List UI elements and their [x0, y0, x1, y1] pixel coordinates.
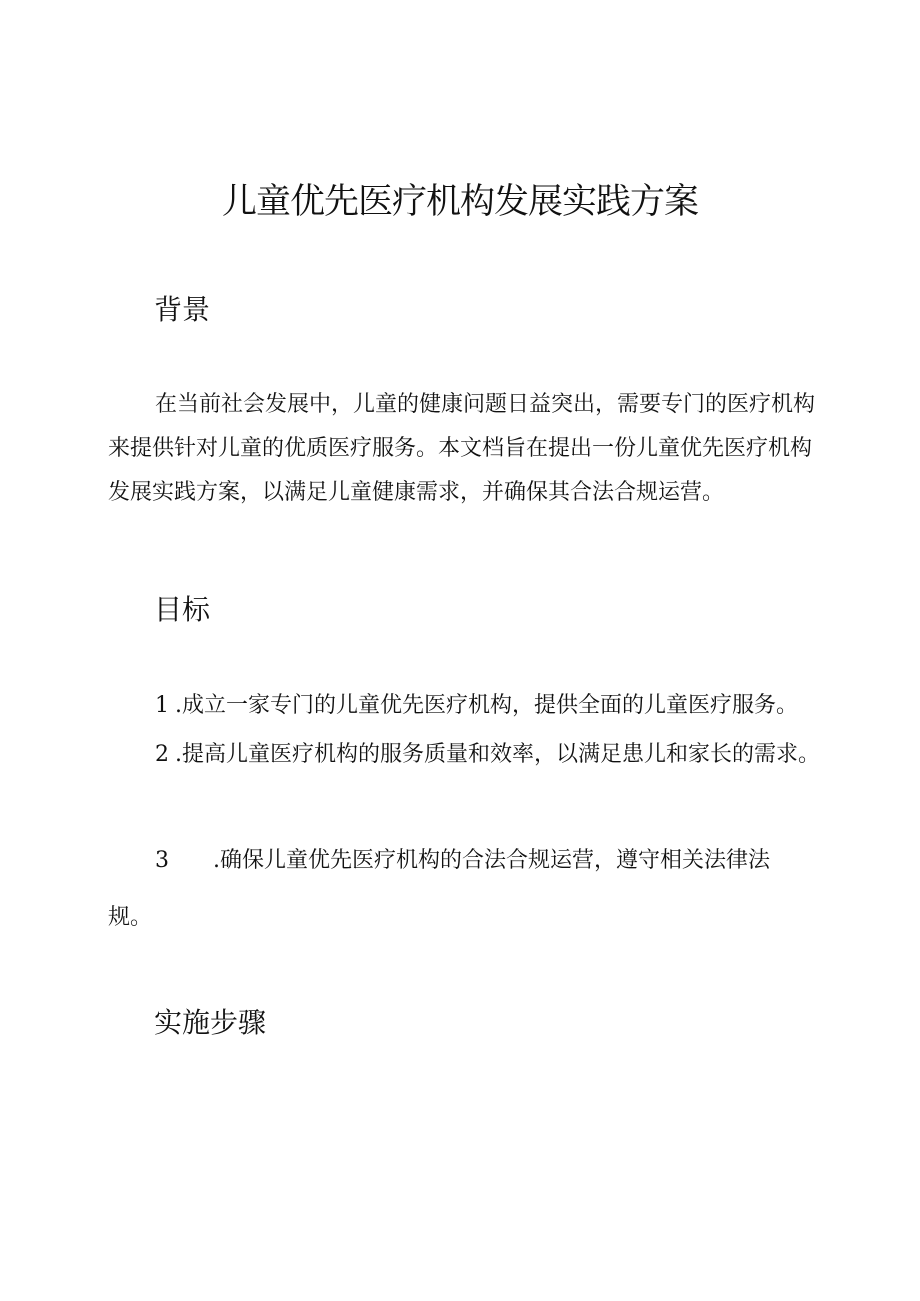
background-paragraph: 在当前社会发展中，儿童的健康问题日益突出，需要专门的医疗机构来提供针对儿童的优质医疗服务。本文档旨在提出一份儿童优先医疗机构发展实践方案，以满足儿童健康需求，并确保其合法合规运营。 — [108, 392, 816, 505]
section-heading-goals: 目标 — [154, 593, 211, 626]
document-title: 儿童优先医疗机构发展实践方案 — [221, 182, 698, 222]
goal-item-number: 1 — [155, 693, 169, 718]
goal-item-3 — [108, 832, 808, 946]
goal-item-2 — [108, 726, 843, 783]
goal-item-text: .成立一家专门的儿童优先医疗机构，提供全面的儿童医疗服务。 — [175, 693, 798, 718]
goal-item-text: .确保儿童优先医疗机构的合法合规运营，遵守相关法律法规。 — [108, 848, 770, 930]
section-heading-steps: 实施步骤 — [154, 1006, 267, 1039]
goal-item-number: 2 — [155, 742, 169, 767]
goal-item-text: .提高儿童医疗机构的服务质量和效率，以满足患儿和家长的需求。 — [175, 742, 820, 767]
goal-item-number: 3 — [155, 848, 169, 873]
section-heading-background: 背景 — [154, 293, 211, 326]
